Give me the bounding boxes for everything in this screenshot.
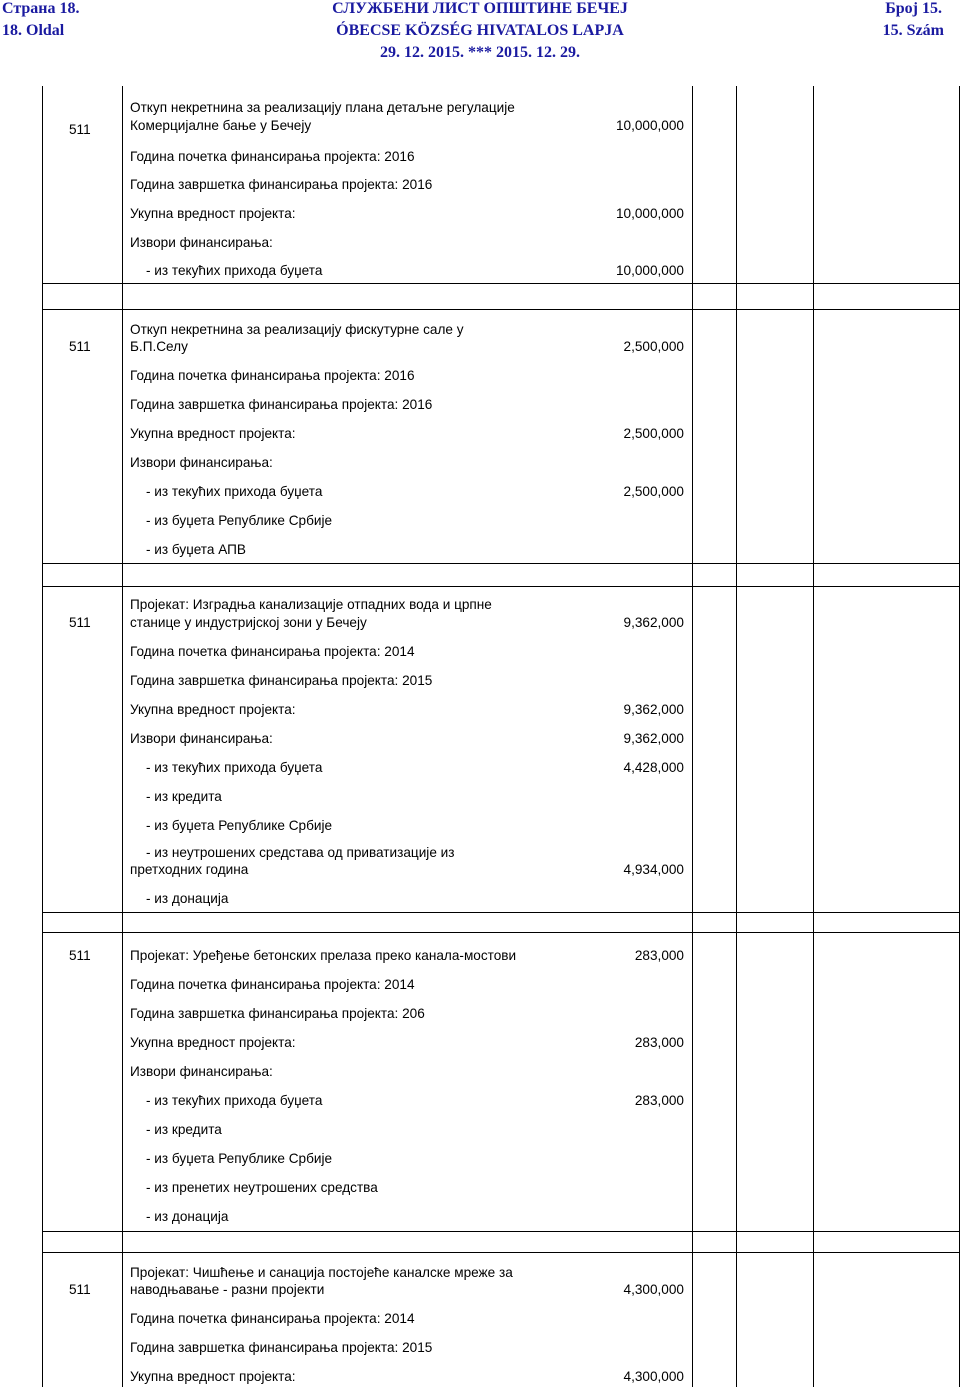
project-amount: 10,000,000: [615, 118, 684, 133]
project-title-cont: станице у индустријској зони у Бечеју: [130, 615, 367, 630]
total-label: Укупна вредност пројекта:: [130, 426, 296, 441]
start-year: Година почетка финансирања пројекта: 2014: [130, 1311, 415, 1326]
source-amount: 283,000: [634, 1093, 684, 1108]
source-label: - из текућих прихода буџета: [146, 484, 323, 499]
end-year: Година завршетка финансирања пројекта: 2015: [130, 673, 433, 688]
start-year: Година почетка финансирања пројекта: 2014: [130, 644, 415, 659]
total-label: Укупна вредност пројекта:: [130, 1035, 296, 1050]
source-label: - из кредита: [146, 1122, 222, 1137]
total-amount: 9,362,000: [623, 702, 684, 717]
issue-number-sr: Број 15.: [885, 0, 942, 17]
total-label: Укупна вредност пројекта:: [130, 1369, 296, 1384]
project-title: Пројекат: Уређење бетонских прелаза преко канала-мостови: [130, 948, 517, 963]
source-amount: 10,000,000: [615, 263, 684, 278]
start-year: Година почетка финансирања пројекта: 2016: [130, 149, 415, 164]
source-label: - из буџета Републике Србије: [146, 1151, 333, 1166]
project-title-cont: Б.П.Селу: [130, 339, 188, 354]
project-amount: 283,000: [634, 948, 684, 963]
investment-table: [42, 86, 960, 1386]
project-title: Пројекат: Изградња канализације отпадних вода и црпне: [130, 597, 492, 612]
account-code: 511: [69, 615, 91, 630]
page-header: [0, 0, 960, 70]
end-year: Година завршетка финансирања пројекта: 2016: [130, 397, 433, 412]
journal-title-hu: ÓBECSE KÖZSÉG HIVATALOS LAPJA: [336, 22, 624, 39]
end-year: Година завршетка финансирања пројекта: 2015: [130, 1340, 433, 1355]
sources-label: Извори финансирања:: [130, 455, 273, 470]
source-amount: 4,428,000: [623, 760, 684, 775]
source-label: - из текућих прихода буџета: [146, 263, 323, 278]
source-label: - из текућих прихода буџета: [146, 1093, 323, 1108]
source-label: - из буџета Републике Србије: [146, 818, 333, 833]
sources-label: Извори финансирања:: [130, 731, 273, 746]
source-label: - из буџета Републике Србије: [146, 513, 333, 528]
start-year: Година почетка финансирања пројекта: 2016: [130, 368, 415, 383]
total-amount: 2,500,000: [623, 426, 684, 441]
total-amount: 4,300,000: [623, 1369, 684, 1384]
source-label: - из неутрошених средстава од приватизације из: [146, 845, 455, 860]
project-amount: 2,500,000: [623, 339, 684, 354]
source-label: - из донација: [146, 891, 229, 906]
source-amount: 2,500,000: [623, 484, 684, 499]
account-code: 511: [69, 122, 91, 137]
total-amount: 283,000: [634, 1035, 684, 1050]
account-code: 511: [69, 1282, 91, 1297]
project-title: Откуп некретнина за реализацију фискутурне сале у: [130, 322, 464, 337]
source-label: - из донација: [146, 1209, 229, 1224]
project-title-cont: Комерцијалне бање у Бечеју: [130, 118, 312, 133]
end-year: Година завршетка финансирања пројекта: 2016: [130, 177, 433, 192]
project-title: Откуп некретнина за реализацију плана детаљне регулације: [130, 100, 515, 115]
source-label: - из текућих прихода буџета: [146, 760, 323, 775]
issue-date: 29. 12. 2015. *** 2015. 12. 29.: [380, 44, 580, 61]
page-number-sr: Страна 18.: [2, 0, 80, 17]
page-number-hu: 18. Oldal: [2, 22, 65, 39]
source-label-cont: претходних година: [130, 862, 249, 877]
account-code: 511: [69, 339, 91, 354]
sources-amount: 9,362,000: [623, 731, 684, 746]
journal-title-sr: СЛУЖБЕНИ ЛИСТ ОПШТИНЕ БЕЧЕЈ: [332, 0, 628, 17]
account-code: 511: [69, 948, 91, 963]
total-label: Укупна вредност пројекта:: [130, 206, 296, 221]
total-amount: 10,000,000: [615, 206, 684, 221]
total-label: Укупна вредност пројекта:: [130, 702, 296, 717]
project-amount: 4,300,000: [623, 1282, 684, 1297]
source-amount: 4,934,000: [623, 862, 684, 877]
sources-label: Извори финансирања:: [130, 235, 273, 250]
source-label: - из кредита: [146, 789, 222, 804]
end-year: Година завршетка финансирања пројекта: 206: [130, 1006, 425, 1021]
project-amount: 9,362,000: [623, 615, 684, 630]
project-title-cont: наводњавање - разни пројекти: [130, 1282, 325, 1297]
project-title: Пројекат: Чишћење и санација постојеће каналске мреже за: [130, 1265, 513, 1280]
sources-label: Извори финансирања:: [130, 1064, 273, 1079]
source-label: - из буџета АПВ: [146, 542, 246, 557]
issue-number-hu: 15. Szám: [882, 22, 944, 39]
start-year: Година почетка финансирања пројекта: 2014: [130, 977, 415, 992]
source-label: - из пренетих неутрошених средства: [146, 1180, 378, 1195]
